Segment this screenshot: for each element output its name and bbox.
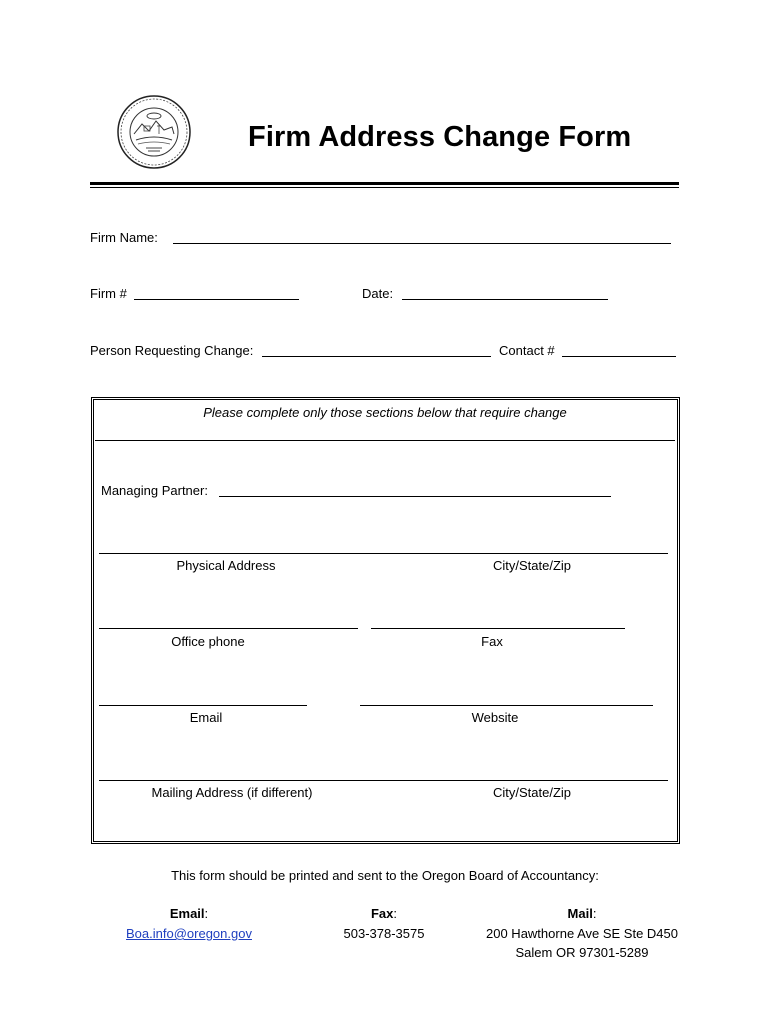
oregon-state-seal-icon	[116, 94, 192, 170]
person-requesting-label: Person Requesting Change:	[90, 343, 254, 358]
contact-number-field[interactable]	[562, 356, 676, 357]
header-divider	[90, 182, 679, 185]
firm-number-field[interactable]	[134, 299, 299, 300]
date-field[interactable]	[402, 299, 608, 300]
instruction-divider	[95, 440, 675, 441]
city-state-zip-caption: City/State/Zip	[492, 558, 572, 573]
fax-heading: Fax:	[370, 906, 398, 921]
email-link[interactable]: Boa.info@oregon.gov	[126, 926, 252, 941]
fax-field[interactable]	[371, 628, 625, 629]
managing-partner-field[interactable]	[219, 496, 611, 497]
mailing-address-caption: Mailing Address (if different)	[151, 785, 313, 800]
mailing-address-field[interactable]	[99, 780, 668, 781]
person-requesting-field[interactable]	[262, 356, 491, 357]
contact-number-label: Contact #	[499, 343, 555, 358]
office-phone-caption: Office phone	[171, 634, 245, 649]
email-heading: Email:	[169, 906, 209, 921]
change-section-box	[91, 397, 680, 844]
office-phone-field[interactable]	[99, 628, 358, 629]
page-title: Firm Address Change Form	[248, 121, 632, 153]
website-caption: Website	[471, 710, 519, 725]
header-divider-thin	[90, 187, 679, 188]
mailing-city-state-zip-caption: City/State/Zip	[492, 785, 572, 800]
mail-heading: Mail:	[567, 906, 597, 921]
fax-caption: Fax	[481, 634, 503, 649]
firm-number-label: Firm #	[90, 286, 127, 301]
mail-address-line1: 200 Hawthorne Ave SE Ste D450	[486, 926, 678, 941]
firm-name-field[interactable]	[173, 243, 671, 244]
managing-partner-label: Managing Partner:	[101, 483, 208, 498]
mail-address-line2: Salem OR 97301-5289	[515, 945, 649, 960]
physical-address-field[interactable]	[99, 553, 668, 554]
email-caption: Email	[189, 710, 223, 725]
fax-number: 503-378-3575	[343, 926, 425, 941]
firm-name-label: Firm Name:	[90, 230, 158, 245]
website-field[interactable]	[360, 705, 653, 706]
physical-address-caption: Physical Address	[176, 558, 276, 573]
submission-note: This form should be printed and sent to the Oregon Board of Accountancy:	[171, 868, 599, 883]
instruction-text: Please complete only those sections below that require change	[203, 405, 567, 420]
email-field[interactable]	[99, 705, 307, 706]
date-label: Date:	[362, 286, 394, 301]
email-contact	[89, 924, 289, 943]
